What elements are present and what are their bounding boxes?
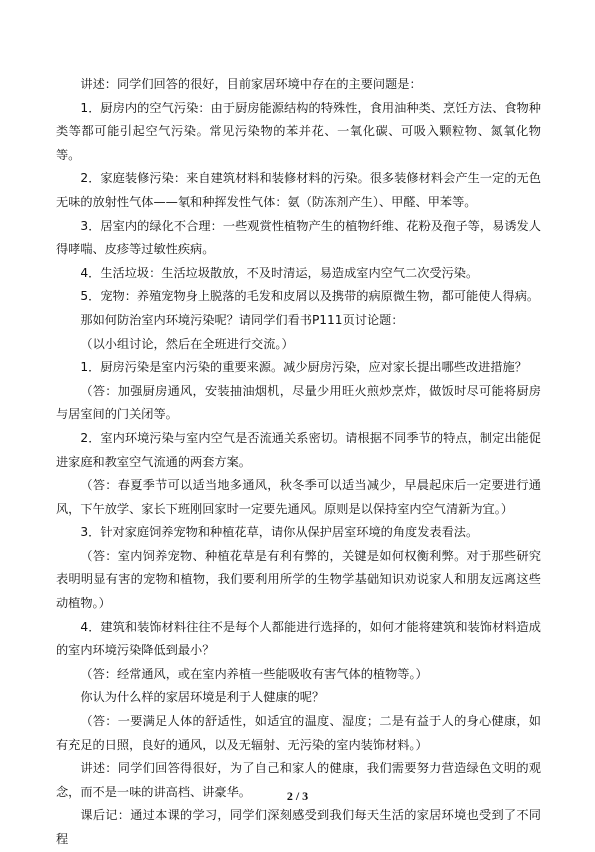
paragraph-answer-1: （答：加强厨房通风，安装抽油烟机，尽量少用旺火煎炒烹炸，做饭时尽可能将厨房与居室间的门关闭等。 (56, 383, 541, 422)
paragraph-question-1: 1．厨房污染是室内污染的重要来源。减少厨房污染，应对家长提出哪些改进措施？ (80, 360, 527, 375)
paragraph-decoration-pollution: 2．家庭装修污染：来自建筑材料和装修材料的污染。很多装修材料会产生一定的无色无味的放射性气体——氡和种挥发性气体：氨（防冻剂产生）、甲醛、甲苯等。 (56, 171, 541, 209)
paragraph-answer-3: （答：室内饲养宠物、种植花草是有利有弊的，关键是如何权衡利弊。对于那些研究表明明显有害的宠物和植物，我们要利用所学的生物学基础知识劝说家人和朋友远离这些动植物。） (56, 548, 541, 611)
paragraph-intro: 讲述：同学们回答的很好，目前家居环境中存在的主要问题是： (80, 77, 422, 91)
paragraph-question-3: 3．针对家庭饲养宠物和种植花草，请你从保护居室环境的角度发表看法。 (80, 525, 479, 540)
paragraph-garbage: 4．生活垃圾：生活垃圾散放，不及时清运，易造成室内空气二次受污染。 (80, 265, 479, 280)
paragraph-greenery: 3．居室内的绿化不合理：一些观赏性植物产生的植物纤维、花粉及孢子等，易诱发人得哮喘、皮疹等过敏性疾病。 (56, 218, 541, 257)
paragraph-summary: 讲述：同学们回答得很好，为了自己和家人的健康，我们需要努力营造绿色文明的观念，而不是一味的讲高档、讲豪华。 (56, 761, 541, 799)
document-body (56, 73, 541, 852)
paragraph-healthy-home-question: 你认为什么样的家居环境是利于人健康的呢？ (80, 690, 325, 705)
paragraph-healthy-home-answer: （答：一要满足人体的舒适性，如适宜的温度、湿度；二是有益于人的身心健康，如有充足的日照，良好的通风，以及无辐射、无污染的室内装饰材料。） (56, 714, 541, 752)
paragraph-question-4: 4．建筑和装饰材料往往不是每个人都能进行选择的，如何才能将建筑和装饰材料造成的室内环境污染降低到最小？ (56, 619, 541, 658)
paragraph-question-2: 2．室内环境污染与室内空气是否流通关系密切。请根据不同季节的特点，制定出能促进家庭和教室空气流通的两套方案。 (56, 430, 541, 469)
paragraph-prevention-question: 那如何防治室内环境污染呢？请同学们看书P111页讨论题： (80, 312, 404, 327)
paragraph-group-discussion: （以小组讨论，然后在全班进行交流。） (80, 336, 294, 351)
paragraph-pets: 5．宠物：养殖宠物身上脱落的毛发和皮屑以及携带的病原微生物，都可能使人得病。 (80, 289, 540, 304)
paragraph-answer-4: （答：经常通风，或在室内养植一些能吸收有害气体的植物等。） (80, 666, 428, 681)
page-number: 2 / 3 (286, 789, 309, 803)
paragraph-afterword: 课后记：通过本课的学习，同学们深刻感受到我们每天生活的家居环境也受到了不同程 (56, 808, 541, 846)
paragraph-answer-2: （答：春夏季节可以适当地多通风，秋冬季可以适当减少，早晨起床后一定要进行通风，下午放学、家长下班刚回家时一定要先通风。原则是以保持室内空气清新为宜。） (56, 478, 541, 516)
paragraph-kitchen-pollution: 1．厨房内的空气污染：由于厨房能源结构的特殊性，食用油种类、烹饪方法、食物种类等都可能引起空气污染。常见污染物的苯并花、一氧化碳、可吸入颗粒物、氮氧化物等。 (56, 100, 541, 162)
